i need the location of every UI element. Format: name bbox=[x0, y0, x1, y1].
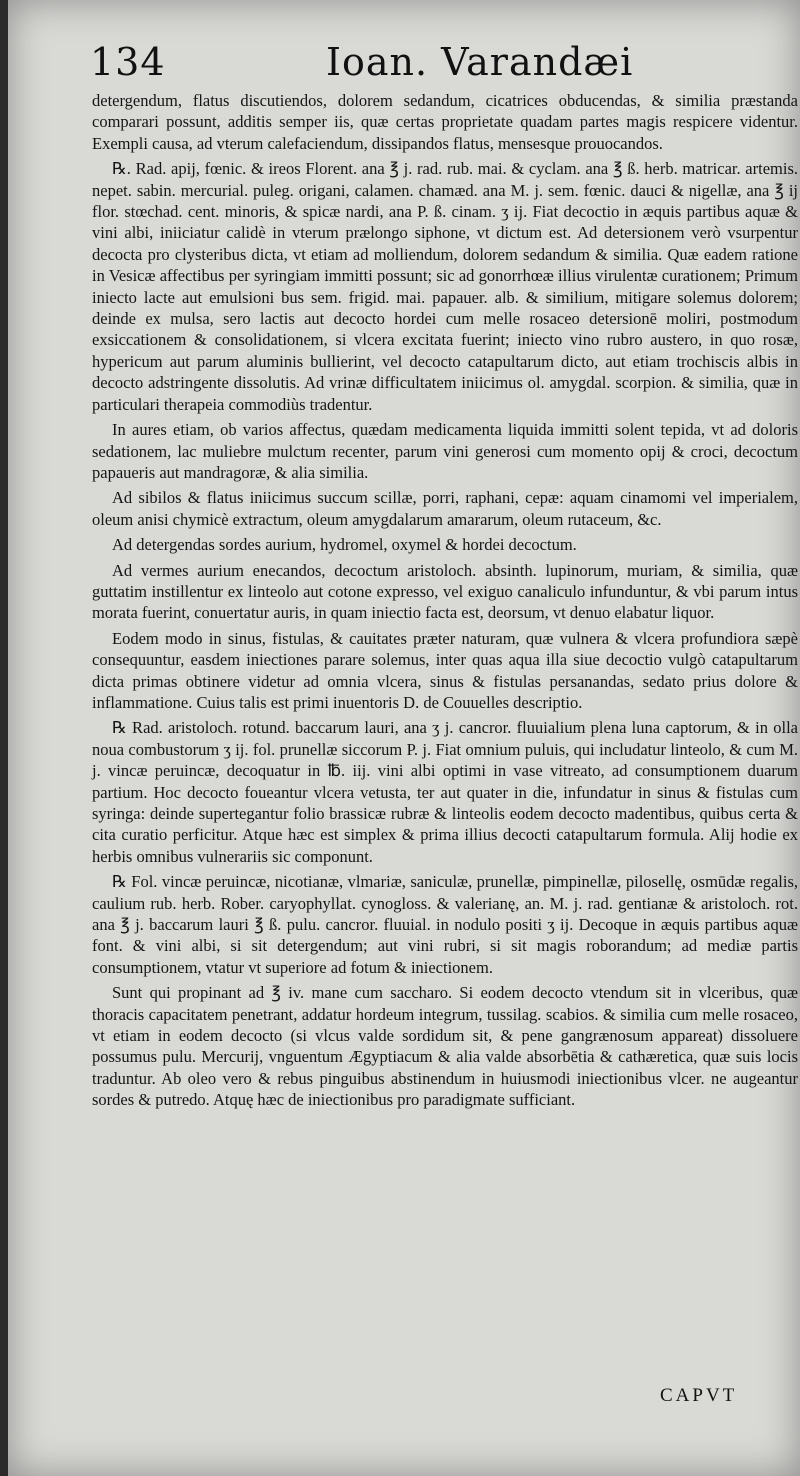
paragraph: ℞ Fol. vincæ peruincæ, nicotianæ, vlmariæ, saniculæ, prunellæ, pimpinellæ, pilosellę, osmūdæ regalis, caulium rub. herb. Rober. caryophyllat. cynogloss. & valerianę, an. M. j. rad. gentianæ & aristoloch. rot. ana ℥ j. baccarum lauri ℥ ß. pulu. cancror. fluuial. in nodulo positi ʒ ij. Decoque in æquis partibus aquæ font. & vini albi, si sit detergendum; aut vini rubri, si sit magis roborandum; ad mediæ partis consumptionem, vtatur vt superiore ad fotum & iniectionem. bbox=[92, 872, 798, 977]
paragraph: ℞ Rad. aristoloch. rotund. baccarum lauri, ana ʒ j. cancror. fluuialium plena luna captorum, & in olla noua combustorum ʒ ij. fol. prunellæ siccorum P. j. Fiat omnium puluis, qui includatur linteolo, & cum M. j. vincæ peruincæ, decoquatur in ℔. iij. vini albi optimi in vase vitreato, ad consumptionem duarum partium. Hoc decocto foueantur vlcera vetusta, ter aut quater in die, infundatur in sinus & fistulas cum syringa: deinde supertegantur folio brassicæ rubræ & linteolis eodem decocto madentibus, quibus certa & cita curatio perficitur. Atque hæc est simplex & prima illius decocti catapultarum formula. Alij hodie ex herbis omnibus vulnerariis sic componunt. bbox=[92, 718, 798, 866]
paragraph: Ad detergendas sordes aurium, hydromel, oxymel & hordei decoctum. bbox=[112, 535, 577, 555]
body-text bbox=[92, 90, 798, 1115]
paragraph: Eodem modo in sinus, fistulas, & cauitates præter naturam, quæ vulnera & vlcera profundiora sæpè consequuntur, easdem iniectiones parare solemus, inter quas aqua illa siue decoctio vulgò catapultarum dicta primas obtinere videtur ad omnia vlcera, sinus & fistulas persanandas, sedato prius dolore & inflammatione. Cuius talis est primi inuentoris D. de Couuelles descriptio. bbox=[92, 628, 798, 712]
page-number: 134 bbox=[90, 40, 166, 84]
paragraph: Ad sibilos & flatus iniicimus succum scillæ, porri, raphani, cepæ: aquam cinamomi vel imperialem, oleum anisi chymicè extractum, oleum amygdalarum amararum, oleum rutaceum, &c. bbox=[92, 488, 798, 529]
paragraph: ℞. Rad. apij, fœnic. & ireos Florent. ana ℥ j. rad. rub. mai. & cyclam. ana ℥ ß. herb. matricar. artemis. nepet. sabin. mercurial. puleg. origani, calamen. chamæd. ana M. j. sem. fœnic. dauci & nigellæ, ana ℥ ij flor. stœchad. cent. minoris, & spicæ nardi, ana P. ß. cinam. ʒ ij. Fiat decoctio in æquis partibus aquæ & vini albi, iniiciatur calidè in vterum prælongo siphone, vt dictum est. Ad detersionem verò vsurpentur decocta pro clysteribus dicta, vt etiam ad molliendum, dolorem sedandum & similia. Quæ eadem ratione in Vesicæ affectibus per syringiam immitti possunt; sic ad gonorrhœæ illius virulentæ curationem; Primum iniecto lacte aut emulsioni bus sem. frigid. mai. papauer. alb. & similium, mitigare solemus dolorem; deinde ex mulsa, sero lactis aut decocto hordei cum melle rosaceo detersionē moliri, postmodum exsiccationem & consolidationem, si vlcera excitata fuerint; iniecto vino rubro austero, in quo rosæ, hypericum aut parum aluminis bullierint, vel decocto catapultarum dicto, aut etiam trochiscis albis in decocto adstringente dissolutis. Ad vrinæ difficultatem iniicimus ol. amygdal. scorpion. & similia, quæ in particulari therapeia commodiùs tradentur. bbox=[92, 159, 798, 414]
catchword: CAPVT bbox=[660, 1385, 738, 1406]
paragraph: Ad vermes aurium enecandos, decoctum aristoloch. absinth. lupinorum, muriam, & similia, quæ guttatim instillentur ex linteolo aut cotone expresso, vel exiguo canaliculo infunduntur, & vbi parum intus morata fuerint, conuertatur auris, in quam iniectio facta est, deorsum, vt denuo elabatur liquor. bbox=[92, 560, 798, 623]
running-head: Ioan. Varandæi bbox=[326, 40, 634, 84]
paragraph: detergendum, flatus discutiendos, dolorem sedandum, cicatrices obducendas, & similia præstanda comparari possunt, additis semper iis, quæ certas proprietate quadam partes magis respicere videntur. Exempli causa, ad vterum calefaciendum, dissipandos flatus, mensesque prouocandos. bbox=[92, 91, 798, 153]
page-header bbox=[90, 40, 770, 96]
book-page bbox=[8, 0, 800, 1476]
paragraph: In aures etiam, ob varios affectus, quædam medicamenta liquida immitti solent tepida, vt ad doloris sedationem, lac muliebre mulctum recenter, parum vini generosi cum momento opij & croci, decoctum papaueris aut mandragoræ, & alia similia. bbox=[92, 420, 798, 482]
paragraph: Sunt qui propinant ad ℥ iv. mane cum saccharo. Si eodem decocto vtendum sit in vlceribus, quæ thoracis capacitatem penetrant, addatur hordeum integrum, tussilag. scabios. & similia cum melle rosaceo, vt etiam in eodem decocto (si vlcus valde sordidum sit, & pene gangrænosum appareat) dissoluere possumus pulu. Mercurij, vnguentum Ægyptiacum & alia valde absorbētia & cathæretica, quæ suis locis traduntur. Ab oleo vero & rebus pinguibus abstinendum in huiusmodi iniectionibus vlcer. ne augeantur sordes & putredo. Atquę hæc de iniectionibus pro paradigmate sufficiant. bbox=[92, 983, 798, 1110]
